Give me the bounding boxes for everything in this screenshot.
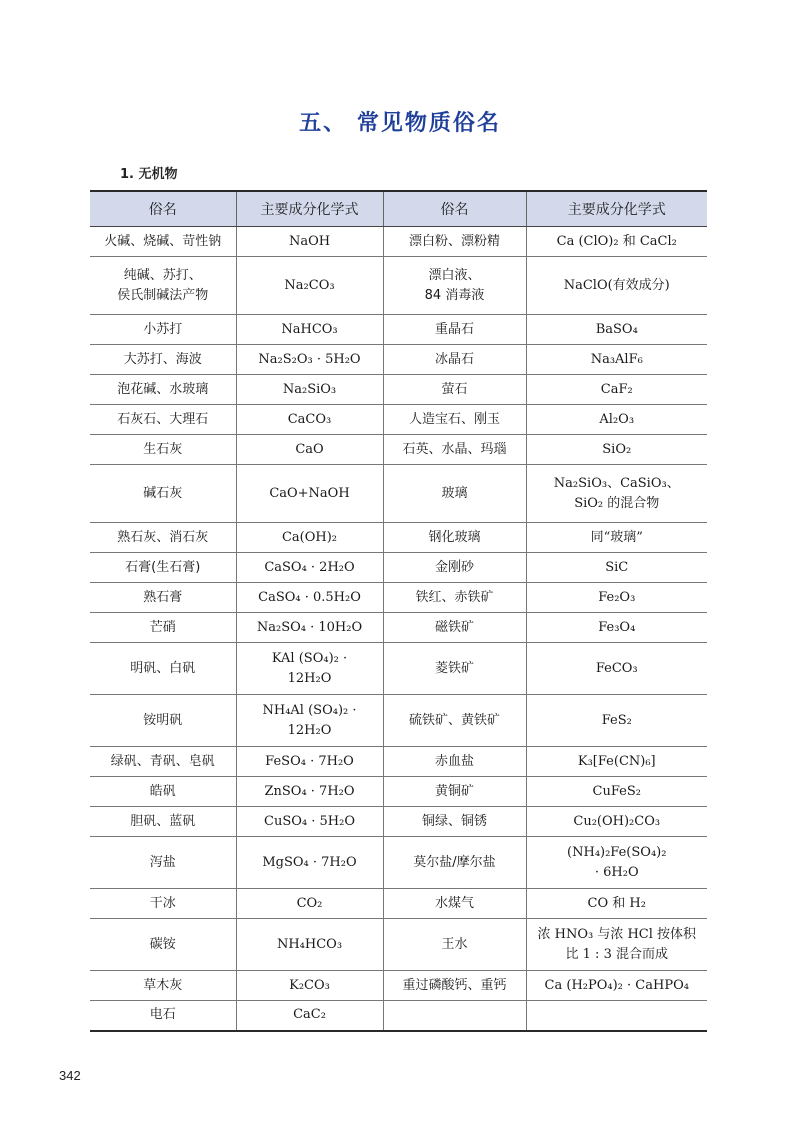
common-name-cell: 玻璃 [383, 465, 526, 523]
common-name-cell: 漂白粉、漂粉精 [383, 227, 526, 257]
formula-cell: CaO [236, 435, 383, 465]
formula-cell: FeSO₄ · 7H₂O [236, 747, 383, 777]
formula-cell: Na₂SiO₃ [236, 375, 383, 405]
table-row [90, 523, 707, 553]
formula-cell: NH₄Al (SO₄)₂ · 12H₂O [236, 695, 383, 747]
formula-cell: 浓 HNO₃ 与浓 HCl 按体积 比 1 : 3 混合而成 [526, 919, 707, 971]
common-name-cell: 金刚砂 [383, 553, 526, 583]
table-row [90, 837, 707, 889]
common-name-cell: 赤血盐 [383, 747, 526, 777]
formula-cell: K₃[Fe(CN)₆] [526, 747, 707, 777]
common-name-cell: 萤石 [383, 375, 526, 405]
header-formula: 主要成分化学式 [526, 191, 707, 227]
formula-cell: SiO₂ [526, 435, 707, 465]
table-row [90, 971, 707, 1001]
common-name-cell: 人造宝石、刚玉 [383, 405, 526, 435]
common-name-cell: 铵明矾 [90, 695, 236, 747]
table-row [90, 695, 707, 747]
formula-cell: FeCO₃ [526, 643, 707, 695]
common-name-cell: 电石 [90, 1001, 236, 1031]
formula-cell: Ca (ClO)₂ 和 CaCl₂ [526, 227, 707, 257]
table-row [90, 227, 707, 257]
formula-cell: CaSO₄ · 0.5H₂O [236, 583, 383, 613]
common-name-cell: 重晶石 [383, 315, 526, 345]
common-name-cell: 碳铵 [90, 919, 236, 971]
common-name-cell: 大苏打、海波 [90, 345, 236, 375]
table-row [90, 257, 707, 315]
formula-cell: K₂CO₃ [236, 971, 383, 1001]
table-row [90, 889, 707, 919]
common-name-cell: 钢化玻璃 [383, 523, 526, 553]
formula-cell: Fe₂O₃ [526, 583, 707, 613]
formula-cell: Na₂SiO₃、CaSiO₃、 SiO₂ 的混合物 [526, 465, 707, 523]
common-name-cell: 石灰石、大理石 [90, 405, 236, 435]
formula-cell: Ca(OH)₂ [236, 523, 383, 553]
formula-cell: NaClO(有效成分) [526, 257, 707, 315]
table-row [90, 807, 707, 837]
page-title: 五、 常见物质俗名 [299, 111, 501, 136]
common-name-cell: 石膏(生石膏) [90, 553, 236, 583]
common-name-cell: 泻盐 [90, 837, 236, 889]
common-name-cell: 生石灰 [90, 435, 236, 465]
formula-cell: (NH₄)₂Fe(SO₄)₂ · 6H₂O [526, 837, 707, 889]
formula-cell: BaSO₄ [526, 315, 707, 345]
formula-cell: CuFeS₂ [526, 777, 707, 807]
common-name-cell: 草木灰 [90, 971, 236, 1001]
common-name-cell: 胆矾、蓝矾 [90, 807, 236, 837]
formula-cell [526, 1001, 707, 1031]
header-common-name: 俗名 [383, 191, 526, 227]
formula-cell: SiC [526, 553, 707, 583]
common-name-cell: 熟石膏 [90, 583, 236, 613]
header-formula: 主要成分化学式 [236, 191, 383, 227]
formula-cell: ZnSO₄ · 7H₂O [236, 777, 383, 807]
formula-cell: Fe₃O₄ [526, 613, 707, 643]
formula-cell: Na₃AlF₆ [526, 345, 707, 375]
common-name-cell: 纯碱、苏打、 侯氏制碱法产物 [90, 257, 236, 315]
common-name-cell: 冰晶石 [383, 345, 526, 375]
table-row [90, 747, 707, 777]
common-name-cell: 重过磷酸钙、重钙 [383, 971, 526, 1001]
formula-cell: NH₄HCO₃ [236, 919, 383, 971]
table-row [90, 465, 707, 523]
table-row [90, 643, 707, 695]
common-name-cell: 明矾、白矾 [90, 643, 236, 695]
table-row [90, 375, 707, 405]
formula-cell: CO 和 H₂ [526, 889, 707, 919]
formula-cell: CaO+NaOH [236, 465, 383, 523]
common-name-cell: 硫铁矿、黄铁矿 [383, 695, 526, 747]
formula-cell: CuSO₄ · 5H₂O [236, 807, 383, 837]
common-name-cell: 芒硝 [90, 613, 236, 643]
table-row [90, 919, 707, 971]
formula-cell: CO₂ [236, 889, 383, 919]
formula-cell: Na₂S₂O₃ · 5H₂O [236, 345, 383, 375]
common-name-cell: 碱石灰 [90, 465, 236, 523]
common-name-cell: 泡花碱、水玻璃 [90, 375, 236, 405]
common-name-cell: 绿矾、青矾、皂矾 [90, 747, 236, 777]
common-name-cell: 干冰 [90, 889, 236, 919]
section-heading: 1. 无机物 [120, 167, 178, 182]
table-body [90, 227, 707, 1031]
table-row [90, 553, 707, 583]
table-row [90, 435, 707, 465]
formula-cell: CaF₂ [526, 375, 707, 405]
table-row [90, 405, 707, 435]
table-row [90, 1001, 707, 1031]
common-name-cell: 石英、水晶、玛瑙 [383, 435, 526, 465]
formula-cell: Ca (H₂PO₄)₂ · CaHPO₄ [526, 971, 707, 1001]
common-name-cell: 水煤气 [383, 889, 526, 919]
formula-cell: Na₂SO₄ · 10H₂O [236, 613, 383, 643]
page-number: 342 [59, 1068, 81, 1083]
formula-cell: Na₂CO₃ [236, 257, 383, 315]
common-name-cell: 王水 [383, 919, 526, 971]
table-row [90, 345, 707, 375]
formula-cell: KAl (SO₄)₂ · 12H₂O [236, 643, 383, 695]
formula-cell: NaOH [236, 227, 383, 257]
substance-table [90, 190, 707, 1032]
formula-cell: Cu₂(OH)₂CO₃ [526, 807, 707, 837]
formula-cell: CaCO₃ [236, 405, 383, 435]
table-row [90, 315, 707, 345]
common-name-cell: 小苏打 [90, 315, 236, 345]
formula-cell: CaSO₄ · 2H₂O [236, 553, 383, 583]
common-name-cell: 磁铁矿 [383, 613, 526, 643]
common-name-cell [383, 1001, 526, 1031]
formula-cell: FeS₂ [526, 695, 707, 747]
table-row [90, 583, 707, 613]
formula-cell: Al₂O₃ [526, 405, 707, 435]
formula-cell: CaC₂ [236, 1001, 383, 1031]
table-row [90, 777, 707, 807]
common-name-cell: 皓矾 [90, 777, 236, 807]
formula-cell: NaHCO₃ [236, 315, 383, 345]
common-name-cell: 熟石灰、消石灰 [90, 523, 236, 553]
formula-cell: 同“玻璃” [526, 523, 707, 553]
common-name-cell: 黄铜矿 [383, 777, 526, 807]
header-common-name: 俗名 [90, 191, 236, 227]
formula-cell: MgSO₄ · 7H₂O [236, 837, 383, 889]
common-name-cell: 莫尔盐/摩尔盐 [383, 837, 526, 889]
common-name-cell: 漂白液、 84 消毒液 [383, 257, 526, 315]
header-row [90, 191, 707, 227]
common-name-cell: 铜绿、铜锈 [383, 807, 526, 837]
common-name-cell: 菱铁矿 [383, 643, 526, 695]
table-row [90, 613, 707, 643]
common-name-cell: 火碱、烧碱、苛性钠 [90, 227, 236, 257]
common-name-cell: 铁红、赤铁矿 [383, 583, 526, 613]
